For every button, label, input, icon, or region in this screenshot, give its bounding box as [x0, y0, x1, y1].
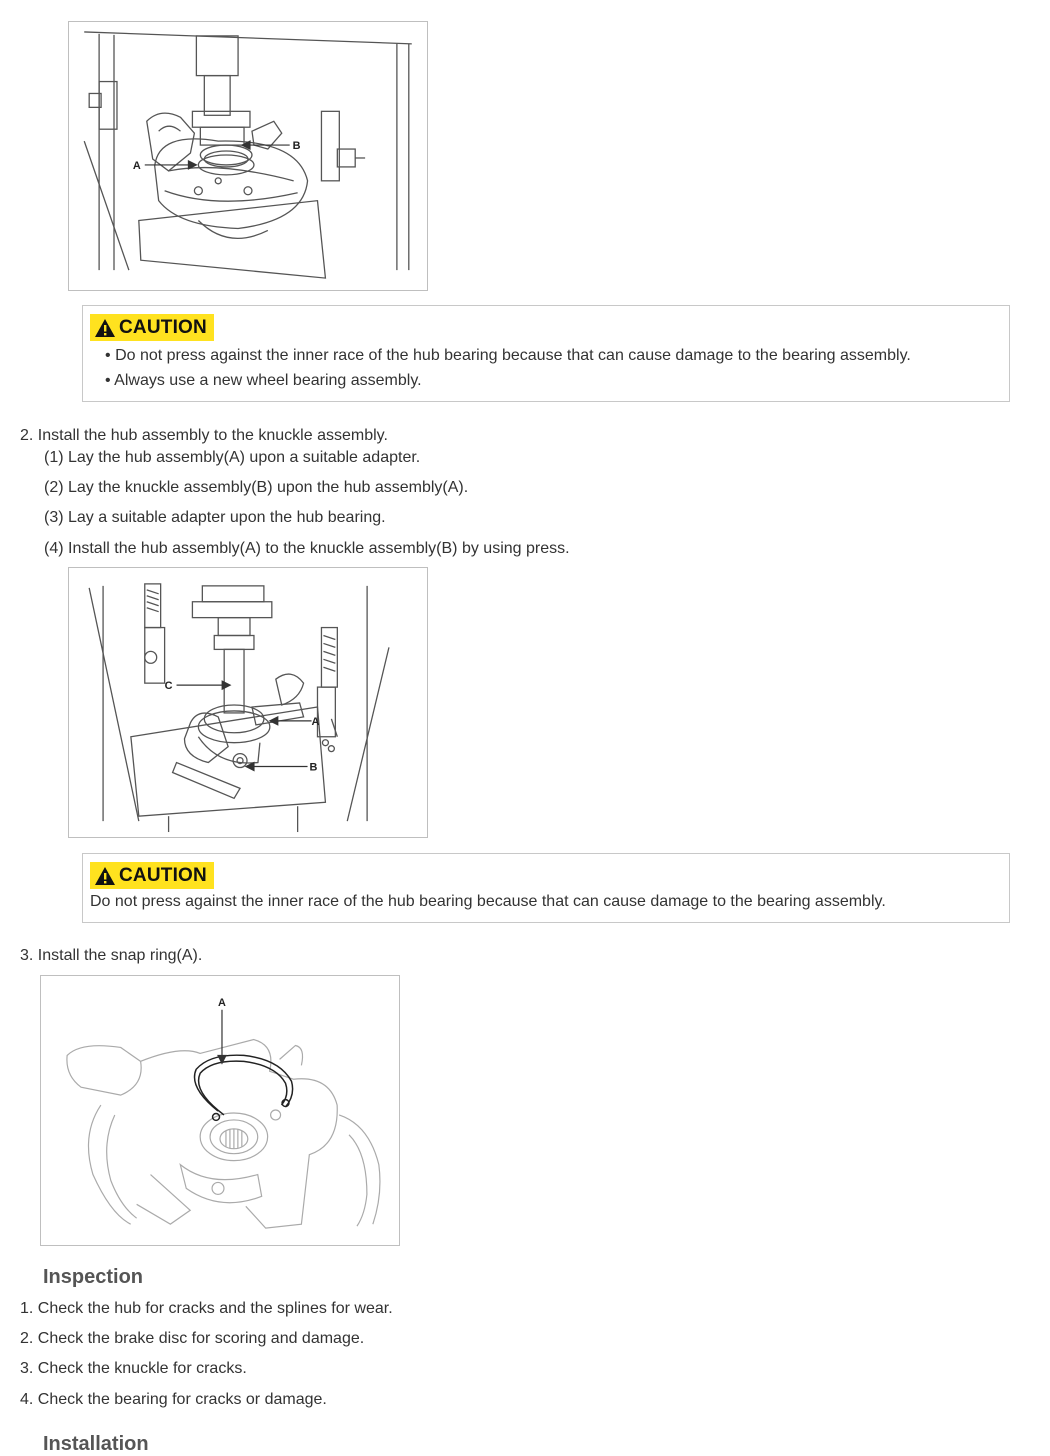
hub-press-illustration: [69, 22, 427, 290]
item-number: 4.: [20, 1391, 34, 1408]
substep-2: (2) Lay the knuckle assembly(B) upon the hub assembly(A).: [44, 479, 469, 496]
caution-label: CAUTION: [119, 864, 207, 886]
warning-triangle-icon: [94, 866, 116, 886]
figure2-label-a: A: [311, 715, 320, 728]
inspection-item-3: [20, 1359, 247, 1379]
item-number: 1.: [20, 1300, 34, 1317]
step-2: [20, 426, 388, 446]
caution-text: Do not press against the inner race of the hub bearing because that can cause damage to the bearing assembly.: [115, 347, 911, 364]
figure-snap-ring: [40, 975, 400, 1246]
figure-knuckle-press: [68, 567, 428, 838]
figure3-label-a: A: [218, 996, 226, 1009]
item-text: Check the knuckle for cracks.: [37, 1360, 247, 1377]
caution-box-2: [82, 853, 1010, 923]
item-text: Check the bearing for cracks or damage.: [37, 1391, 327, 1408]
snap-ring-illustration: [41, 976, 399, 1245]
step-3: [20, 946, 202, 966]
substep-3: (3) Lay a suitable adapter upon the hub bearing.: [44, 509, 386, 526]
caution-box-1: [82, 305, 1010, 402]
caution-label: CAUTION: [119, 316, 207, 338]
figure2-label-b: B: [309, 761, 318, 774]
item-number: 2.: [20, 1330, 34, 1347]
item-number: 3.: [20, 1360, 34, 1377]
figure1-label-b: B: [292, 140, 301, 153]
bullet-mark: •: [105, 372, 111, 389]
step-text: Install the snap ring(A).: [37, 947, 203, 964]
knuckle-press-illustration: [69, 568, 427, 837]
figure-hub-press: [68, 21, 428, 291]
caution-bullet-item: [105, 347, 911, 365]
item-text: Check the brake disc for scoring and damage.: [37, 1330, 365, 1347]
caution-badge: [90, 862, 214, 889]
step-number: 2.: [20, 427, 34, 444]
step-number: 3.: [20, 947, 34, 964]
step-text: Install the hub assembly to the knuckle assembly.: [37, 427, 388, 444]
caution-text: Always use a new wheel bearing assembly.: [114, 372, 422, 389]
figure1-label-a: A: [132, 159, 141, 172]
substep-4: (4) Install the hub assembly(A) to the knuckle assembly(B) by using press.: [44, 540, 570, 557]
caution-badge: [90, 314, 214, 341]
item-text: Check the hub for cracks and the splines for wear.: [37, 1300, 393, 1317]
inspection-item-1: [20, 1299, 393, 1319]
substep-1: (1) Lay the hub assembly(A) upon a suitable adapter.: [44, 449, 421, 466]
inspection-item-4: [20, 1390, 327, 1410]
installation-heading: Installation: [43, 1433, 149, 1455]
caution-bullet-item: [105, 372, 422, 390]
inspection-heading: Inspection: [43, 1266, 144, 1288]
bullet-mark: •: [105, 347, 111, 364]
inspection-item-2: [20, 1329, 364, 1349]
figure2-label-c: C: [164, 680, 173, 693]
caution-text: Do not press against the inner race of the hub bearing because that can cause damage to the bearing assembly.: [90, 893, 886, 910]
warning-triangle-icon: [94, 318, 116, 338]
